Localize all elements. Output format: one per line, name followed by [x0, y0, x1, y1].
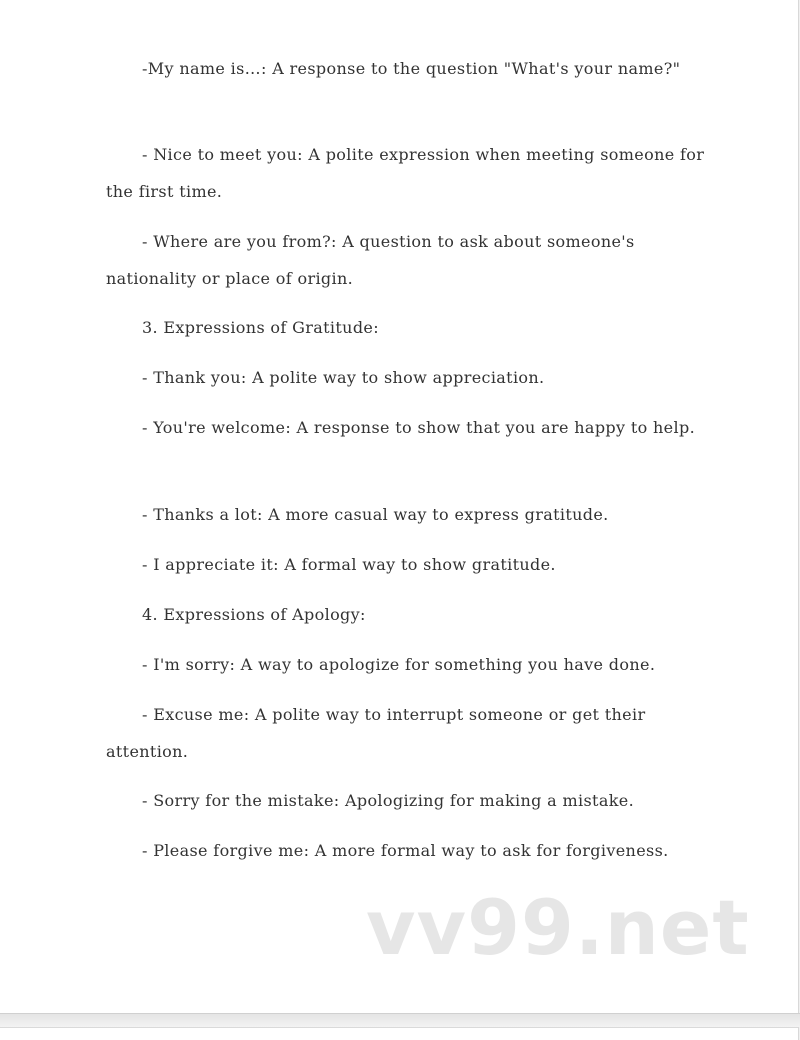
paragraph-i-appreciate-it: - I appreciate it: A formal way to show gratitude.: [142, 555, 556, 574]
paragraph-please-forgive-me: - Please forgive me: A more formal way to ask for forgiveness.: [142, 841, 669, 860]
paragraph-nice-to-meet-you: - Nice to meet you: A polite expression when meeting someone for the first time.: [106, 145, 705, 201]
watermark-logo: vv99.net: [366, 883, 750, 972]
next-page-edge: [0, 1027, 799, 1040]
paragraph-excuse-me: - Excuse me: A polite way to interrupt someone or get their attention.: [106, 705, 646, 761]
heading-expressions-of-gratitude: 3. Expressions of Gratitude:: [142, 318, 379, 337]
heading-expressions-of-apology: 4. Expressions of Apology:: [142, 605, 366, 624]
page-separator: [0, 1013, 800, 1027]
paragraph-thanks-a-lot: - Thanks a lot: A more casual way to express gratitude.: [142, 505, 609, 524]
paragraph-sorry-for-the-mistake: - Sorry for the mistake: Apologizing for making a mistake.: [142, 791, 635, 810]
paragraph-im-sorry: - I'm sorry: A way to apologize for something you have done.: [142, 655, 656, 674]
paragraph-where-are-you-from: - Where are you from?: A question to ask about someone's nationality or place of origin.: [106, 232, 635, 288]
paragraph-my-name-is: -My name is…: A response to the question "What's your name?": [142, 59, 681, 78]
paragraph-thank-you: - Thank you: A polite way to show appreciation.: [142, 368, 545, 387]
paragraph-youre-welcome: - You're welcome: A response to show that you are happy to help.: [142, 418, 696, 437]
